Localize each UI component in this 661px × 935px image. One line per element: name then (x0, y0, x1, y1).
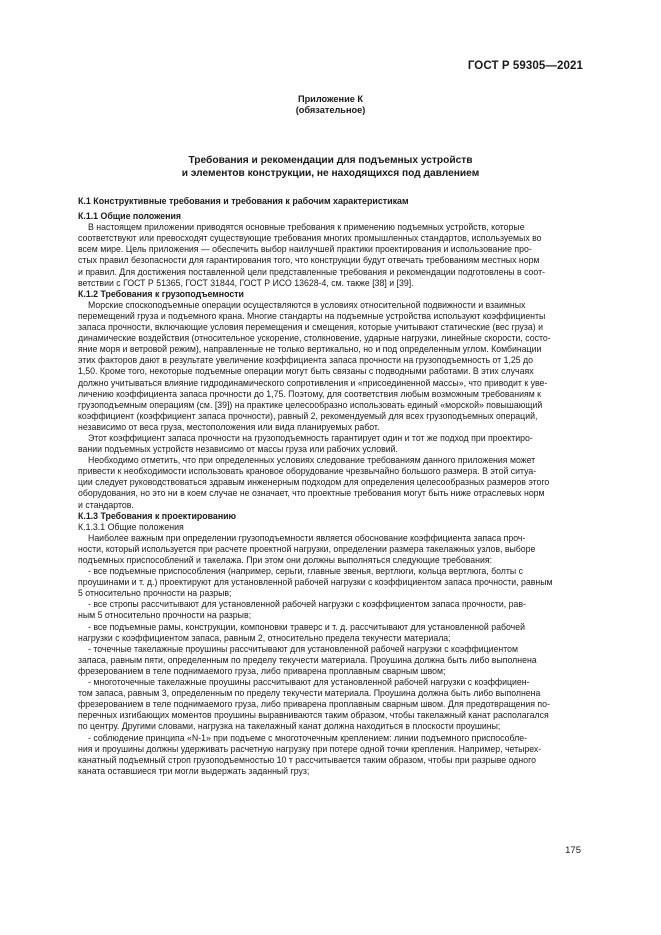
paragraph-k131-1 (78, 533, 583, 566)
section-heading-k1: К.1 Конструктивные требования и требования к рабочим характеристикам (78, 196, 409, 206)
text-line: каната оставшиеся три могли выдержать заданный груз; (78, 765, 310, 776)
text-line: 1,50. Кроме того, некоторые подъемные операции могут быть связаны с подводными работами. В этих случаях (78, 366, 534, 377)
text-line: коэффициент (коэффициент запаса прочности), равный 2, рекомендуемый для всех грузоподъемных операций, (78, 410, 538, 421)
paragraph-k11 (78, 222, 583, 289)
text-line: Необходимо отметить, что при определенных условиях следование требованиям данного приложения может (88, 455, 536, 466)
text-line: 5 относительно прочности на разрыв; (78, 588, 232, 599)
text-line: оборудования, но это ни в коем случае не означает, что проектные требования могут быть ниже отраслевых норм (78, 488, 545, 499)
document-code: ГОСТ Р 59305—2021 (467, 60, 583, 72)
bullet-item (78, 644, 583, 677)
text-line: по центру. Другими словами, нагрузка на такелажный канат должна находиться в плоскости проушины; (78, 721, 501, 732)
bullet-item (78, 677, 583, 732)
paragraph-k12-2 (78, 433, 583, 455)
text-line: ным 5 относительно прочности на разрыв; (78, 610, 252, 621)
text-line: грузоподъемным операциям (см. [39]) на практике целесообразно использовать единый «морской» повышающий (78, 399, 543, 410)
text-line: нагрузки с коэффициентом запаса, равным 2, относительно предела текучести материала; (78, 632, 451, 643)
text-line: запаса прочности, включающие условия перемещения и смещения, которые учитывают статические (вес груза) и (78, 322, 544, 333)
text-line: ния и проушины должны удерживать расчетную нагрузку при потере одной точки крепления. Например, четырех- (78, 743, 542, 754)
text-line: ности, который используется при расчете проектной нагрузки, определении размера такелажных узлов, выборе (78, 543, 536, 554)
text-line: динамические воздействия (относительное ускорение, столкновение, ударные нагрузки, линейные скорости, состо- (78, 333, 551, 344)
page-number: 175 (565, 845, 581, 856)
text-line: ветствии с ГОСТ Р 51365, ГОСТ 31844, ГОСТ Р ИСО 13628-4, см. также [38] и [39]. (78, 277, 414, 288)
text-line: личению коэффициента запаса прочности до 1,75. Поэтому, для соответствия любым возможным требованиям к (78, 388, 541, 399)
text-line: яние моря и ветровой режим), направленные не только вертикально, но и под определенным углом. Комбинации (78, 344, 542, 355)
text-line: - многоточечные такелажные проушины рассчитывают для установленной рабочей нагрузки с коэффициен- (88, 677, 530, 688)
text-line: - все подъемные приспособления (например, серьги, главные звенья, вертлюги, кольца вертлюга, болты с (88, 566, 524, 577)
text-line: - точечные такелажные проушины рассчитывают для установленной рабочей нагрузки с коэффициентом (88, 643, 518, 654)
text-line: независимо от веса груза, местоположения или вида планируемых работ. (78, 421, 380, 432)
text-line: и правил. Для достижения поставленной цели представленные требования и рекомендации подготовлены в соот- (78, 266, 546, 277)
main-title-line-2: и элементов конструкции, не находящихся под давлением (181, 167, 480, 179)
text-line: Наиболее важным при определении грузоподъемности является обоснование коэффициента запаса проч- (88, 532, 526, 543)
text-line: ции следует руководствоваться здравым инженерным подходом для определения целесообразных размеров этого (78, 477, 550, 488)
paragraph-k12-3 (78, 455, 583, 510)
bullet-item (78, 599, 583, 621)
text-line: запаса, равным пяти, определенным по пределу текучести материала. Проушина должна быть либо выполнена (78, 654, 537, 665)
bullet-item (78, 622, 583, 644)
bullet-item (78, 733, 583, 777)
text-line: - все подъемные рамы, конструкции, компоновки траверс и т. д. рассчитывают для установленной рабочей (88, 621, 525, 632)
text-line: и стандартов. (78, 499, 134, 510)
paragraph-k12-1 (78, 300, 583, 433)
main-title-line-1: Требования и рекомендации для подъемных устройств (188, 155, 473, 166)
text-line: В настоящем приложении приводятся основные требования к применению подъемных устройств, которые (88, 222, 525, 233)
text-line: проушинами и т. д.) проектируют для установленной рабочей нагрузки с коэффициентом запаса прочности, равным (78, 577, 553, 588)
text-line: фрезерованием в теле поднимаемого груза, либо приварена проплавным сварным швом. Для предотвращения по- (78, 699, 550, 710)
annex-header (0, 94, 661, 116)
section-heading-k12: К.1.2 Требования к грузоподъемности (78, 288, 244, 299)
text-line: - соблюдение принципа «N-1» при подъеме с многоточечным креплением: линии подъемного приспособле- (88, 732, 527, 743)
section-heading-k11: К.1.1 Общие положения (78, 211, 181, 222)
text-line: привести к необходимости использовать крановое оборудование чрезвычайно большого размера. В этой ситуа- (78, 466, 537, 477)
text-line: подъемных приспособлений и такелажа. При этом они должны выполняться следующие требования: (78, 555, 493, 565)
text-line: этих факторов дают в результате увеличение коэффициента запаса прочности на грузоподъемность от 1,25 до (78, 355, 534, 366)
text-line: Этот коэффициент запаса прочности на грузоподъемность гарантирует один и тот же подход при проектиро- (88, 432, 533, 443)
text-line: стых правил безопасности для гарантирования того, что конструкции будут отвечать требованиям местных норм (78, 255, 540, 266)
bullet-item (78, 566, 583, 599)
annex-subtitle: (обязательное) (295, 105, 366, 115)
text-line: фрезерованием в теле поднимаемого груза, либо приварена проплавным сварным швом; (78, 665, 446, 676)
text-line: вании подъемных устройств независимо от массы груза или рабочих условий. (78, 444, 398, 455)
text-line: всем мире. Цель приложения — обеспечить выбор наилучшей практики проектирования и использование про- (78, 244, 532, 255)
document-body (78, 196, 583, 777)
section-heading-k13: К.1.3 Требования к проектированию (78, 510, 237, 521)
text-line: должно учитываться влияние гидродинамического сопротивления и «присоединенной массы», что приводит к уве- (78, 377, 548, 388)
text-line: - все стропы рассчитывают для установленной рабочей нагрузки с коэффициентом запаса прочности, рав- (88, 599, 526, 610)
text-line: перечных изгибающих моментов проушины выравниваются таким образом, чтобы такелажный канат располагался (78, 710, 549, 721)
text-line: канатный подъемный строп грузоподъемностью 10 т рассчитывается таким образом, чтобы при разрыве одного (78, 754, 536, 765)
annex-title: Приложение К (297, 94, 364, 104)
text-line: Морские споскоподъемные операции осуществляются в условиях относительной подвижности и взаимных (88, 299, 526, 310)
section-heading-k131: К.1.3.1 Общие положения (78, 521, 184, 532)
main-title (0, 155, 661, 180)
text-line: перемещений груза и подъемного крана. Многие стандарты на подъемные устройства используют коэффициенты (78, 310, 546, 321)
text-line: соответствуют или превосходят существующие требования многих промышленных стандартов, используемых во (78, 233, 542, 244)
text-line: том запаса, равным 3, определенным по пределу текучести материала. Проушина должна быть либо выполнена (78, 688, 541, 699)
